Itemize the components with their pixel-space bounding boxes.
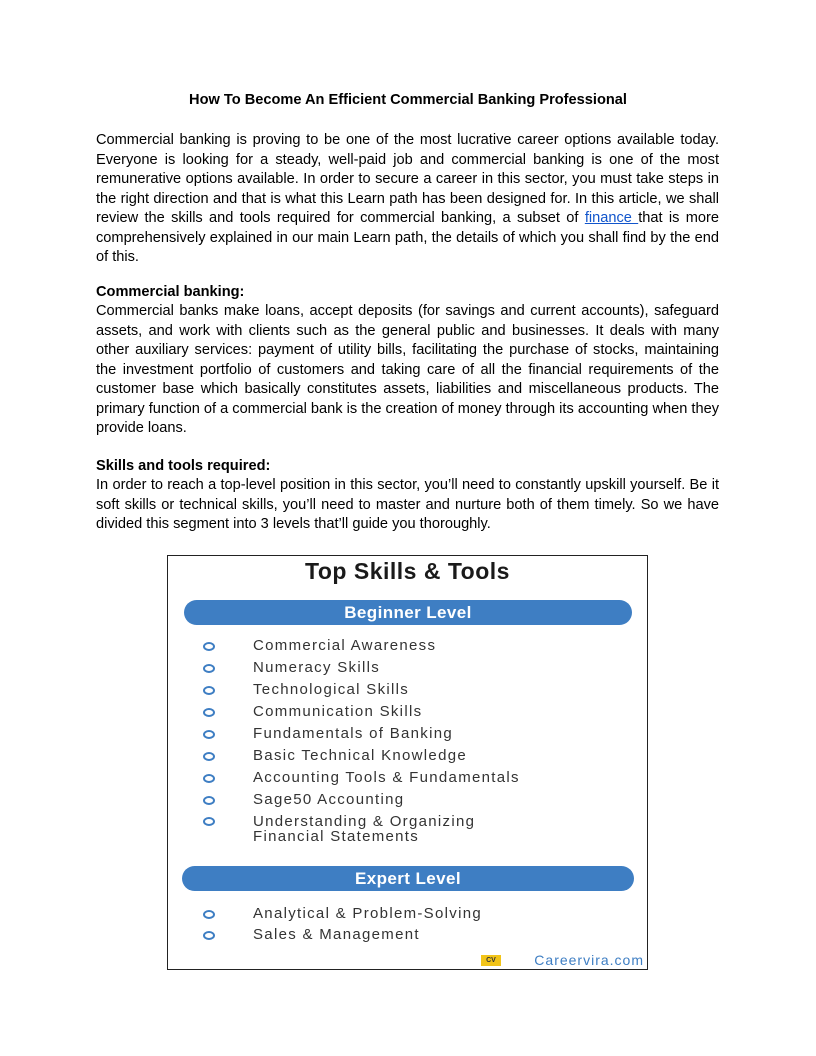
- skill-label: Technological Skills: [253, 681, 410, 698]
- beginner-level-banner: Beginner Level: [184, 600, 632, 625]
- skill-label: Accounting Tools & Fundamentals: [253, 769, 520, 786]
- commercial-banking-paragraph: Commercial banks make loans, accept deposits (for savings and current accounts), safeguard assets, and work with clients such as the general public and businesses. It deals with many other auxiliary services: payment of utility bills, facilitating the purchase of stocks, maintaining the investment portfolio of customers and taking care of all the financial requirements of the customer base which basically constitutes assets, liabilities and miscellaneous products. The primary function of a commercial bank is the creation of money through its accounting when they provide loans.: [96, 303, 719, 436]
- circle-bullet-icon: [203, 910, 215, 919]
- circle-bullet-icon: [203, 664, 215, 673]
- skill-label: Commercial Awareness: [253, 637, 437, 654]
- skill-label: Understanding & Organizing: [253, 813, 476, 830]
- intro-text-after-link: that is more comprehensively explained in our main Learn path, the details of which you shall find by the end of this.: [96, 210, 719, 265]
- infographic-title: Top Skills & Tools: [305, 558, 510, 584]
- skill-label: Financial Statements: [253, 828, 420, 845]
- careervira-logo-icon: CV: [481, 955, 501, 966]
- circle-bullet-icon: [203, 817, 215, 826]
- careervira-brand-name: Careervira.com: [534, 952, 644, 968]
- circle-bullet-icon: [203, 708, 215, 717]
- skill-label: Fundamentals of Banking: [253, 725, 454, 742]
- commercial-banking-heading: Commercial banking:: [96, 284, 245, 300]
- skill-label: Analytical & Problem-Solving: [253, 905, 482, 922]
- intro-paragraph: [96, 131, 719, 268]
- skills-infographic: [167, 555, 648, 970]
- expert-level-banner: Expert Level: [182, 866, 634, 891]
- skill-label: Communication Skills: [253, 703, 423, 720]
- circle-bullet-icon: [203, 642, 215, 651]
- circle-bullet-icon: [203, 752, 215, 761]
- skill-label: Numeracy Skills: [253, 659, 381, 676]
- intro-text-before-link: Commercial banking is proving to be one of the most lucrative career options available today. Everyone is looking for a steady, well-paid job and commercial banking is one of the most remunerative options available. In order to secure a career in this sector, you must take steps in the right direction and that is what this Learn path has been designed for. In this article, we shall review the skills and tools required for commercial banking, a subset of: [96, 132, 719, 226]
- circle-bullet-icon: [203, 730, 215, 739]
- finance-link[interactable]: finance: [584, 210, 639, 226]
- skills-tools-paragraph: In order to reach a top-level position in this sector, you’ll need to constantly upskill yourself. Be it soft skills or technical skills, you’ll need to master and nurture both of them timely. So we have divided this segment into 3 levels that’ll guide you thoroughly.: [96, 477, 719, 532]
- skill-label: Sales & Management: [253, 926, 420, 943]
- circle-bullet-icon: [203, 774, 215, 783]
- page-title: How To Become An Efficient Commercial Banking Professional: [189, 92, 627, 108]
- circle-bullet-icon: [203, 686, 215, 695]
- skill-label: Basic Technical Knowledge: [253, 747, 468, 764]
- circle-bullet-icon: [203, 931, 215, 940]
- circle-bullet-icon: [203, 796, 215, 805]
- skill-label: Sage50 Accounting: [253, 791, 405, 808]
- skills-tools-heading: Skills and tools required:: [96, 458, 271, 474]
